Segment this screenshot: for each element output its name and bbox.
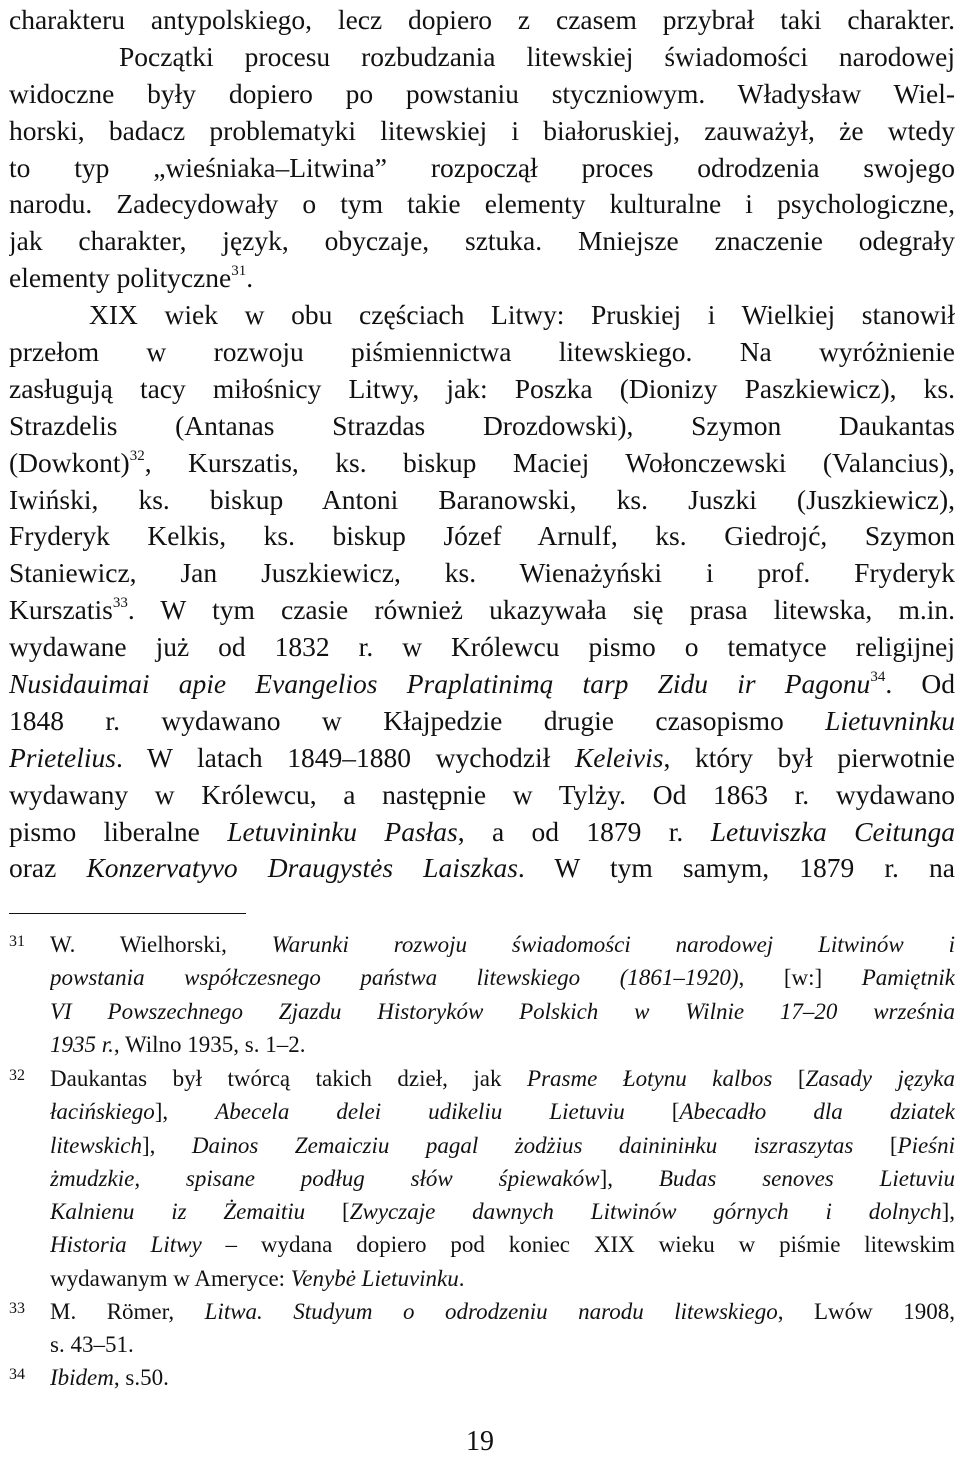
text-line: wydawane już od 1832 r. w Królewcu pismo o tematyce religijnej xyxy=(9,631,955,663)
text-line: elementy polityczne$^{31}$. xyxy=(9,262,254,294)
footnote-text: W. Wielhorski, Warunki rozwoju świadomości narodowej Litwinów i powstania współczesnego państwa litewskiego (1861–1920), [w:] Pamiętnik VI Powszechnego Zjazdu Historyków Polskich w Wilnie 17–20 września 1935 r., Wilno 1935, s. 1–2. xyxy=(50,932,955,1057)
footnote-number: 31 xyxy=(9,933,25,950)
text-line: Staniewicz, Jan Juszkiewicz, ks. Wienażyński i prof. Fryderyk xyxy=(9,557,955,589)
text-line: wydawany w Królewcu, a następnie w Tylży. Od 1863 r. wydawano xyxy=(9,778,955,810)
text-line: narodu. Zadecydowały o tym takie elementy kulturalne i psychologiczne, xyxy=(9,188,955,220)
text-line: Prietelius. W latach 1849–1880 wychodził Keleivis, który był pierwotnie xyxy=(9,741,955,773)
footnote-ref-33: 33 xyxy=(112,595,128,612)
text-line: Iwiński, ks. biskup Antoni Baranowski, ks. Juszki (Juszkiewicz), xyxy=(9,483,955,515)
text-line: Początki procesu rozbudzania litewskiej świadomości narodowej xyxy=(119,40,955,72)
text-line: XIX wiek w obu częściach Litwy: Pruskiej i Wielkiej stanowił xyxy=(89,299,955,331)
footnote-number: 34 xyxy=(9,1366,25,1383)
text-line: Kurszatis$^{33}$. W tym czasie również ukazywała się prasa litewska, m.in. xyxy=(9,594,955,626)
footnote-number: 33 xyxy=(9,1300,25,1317)
footnote-ref-32: 32 xyxy=(129,447,145,464)
text-line: charakteru antypolskiego, lecz dopiero z czasem przybrał taki charakter. xyxy=(9,4,955,35)
text-line: Fryderyk Kelkis, ks. biskup Józef Arnulf, ks. Giedrojć, Szymon xyxy=(9,520,955,552)
text-line: zasługują tacy miłośnicy Litwy, jak: Poszka (Dionizy Paszkiewicz), ks. xyxy=(9,372,955,404)
footnote-ref-34: 34 xyxy=(870,669,886,686)
footnote-ref-31: 31 xyxy=(231,263,247,280)
text-line: 1848 r. wydawano w Kłajpedzie drugie czasopismo Lietuvninku xyxy=(9,704,955,736)
footnote-number: 32 xyxy=(9,1067,25,1084)
main-text xyxy=(9,2,955,887)
page-number: 19 xyxy=(466,1426,494,1457)
footnote-text: Ibidem, s.50. xyxy=(50,1365,169,1390)
text-line: jak charakter, język, obyczaje, sztuka. Mniejsze znaczenie odegrały xyxy=(9,225,955,257)
text-line: horski, badacz problematyki litewskiej i białoruskiej, zauważył, że wtedy xyxy=(9,114,955,146)
text-line: oraz Konzervatyvo Draugystės Laiszkas. W tym samym, 1879 r. na xyxy=(9,852,955,884)
text-line: Nusidauimai apie Evangelios Praplatinimą tarp Zidu ir Pagonu$^{34}$. Od xyxy=(9,668,955,700)
text-line: (Dowkont)$^{32}$, Kurszatis, ks. biskup Maciej Wołonczewski (Valancius), xyxy=(9,446,955,478)
footnote-separator xyxy=(9,913,246,914)
footnote-text: M. Römer, Litwa. Studyum o odrodzeniu narodu litewskiego, Lwów 1908, s. 43–51. xyxy=(50,1299,955,1358)
text-line: widoczne były dopiero po powstaniu styczniowym. Władysław Wiel- xyxy=(9,77,955,109)
text-line: pismo liberalne Letuvininku Pasłas, a od 1879 r. Letuviszka Ceitunga xyxy=(9,815,955,847)
text-line: Strazdelis (Antanas Strazdas Drozdowski), Szymon Daukantas xyxy=(9,409,955,441)
footnote-text: Daukantas był twórcą takich dzieł, jak Prasme Łotynu kalbos [Zasady języka łacińskiego], Abecela delei udikeliu Lietuviu [Abecadło dla dziatek litewskich], Dainos Zemaicziu pagal żodżius daininінku iszraszytas [Pieśni żmudzkie, spisane podług słów śpiewaków], Budas senoves Lietuviu Kalnienu iz Żemaitiu [Zwyczaje dawnych Litwinów górnych i dolnych], Historia Litwy – wydana dopiero pod koniec XIX wieku w piśmie litewskim wydawanym w Ameryce: Venybė Lietuvinku. xyxy=(50,1066,955,1291)
text-line: przełom w rozwoju piśmiennictwa litewskiego. Na wyróżnienie xyxy=(9,336,955,368)
text-line: to typ „wieśniaka–Litwina” rozpoczął proces odrodzenia swojego xyxy=(9,151,955,183)
